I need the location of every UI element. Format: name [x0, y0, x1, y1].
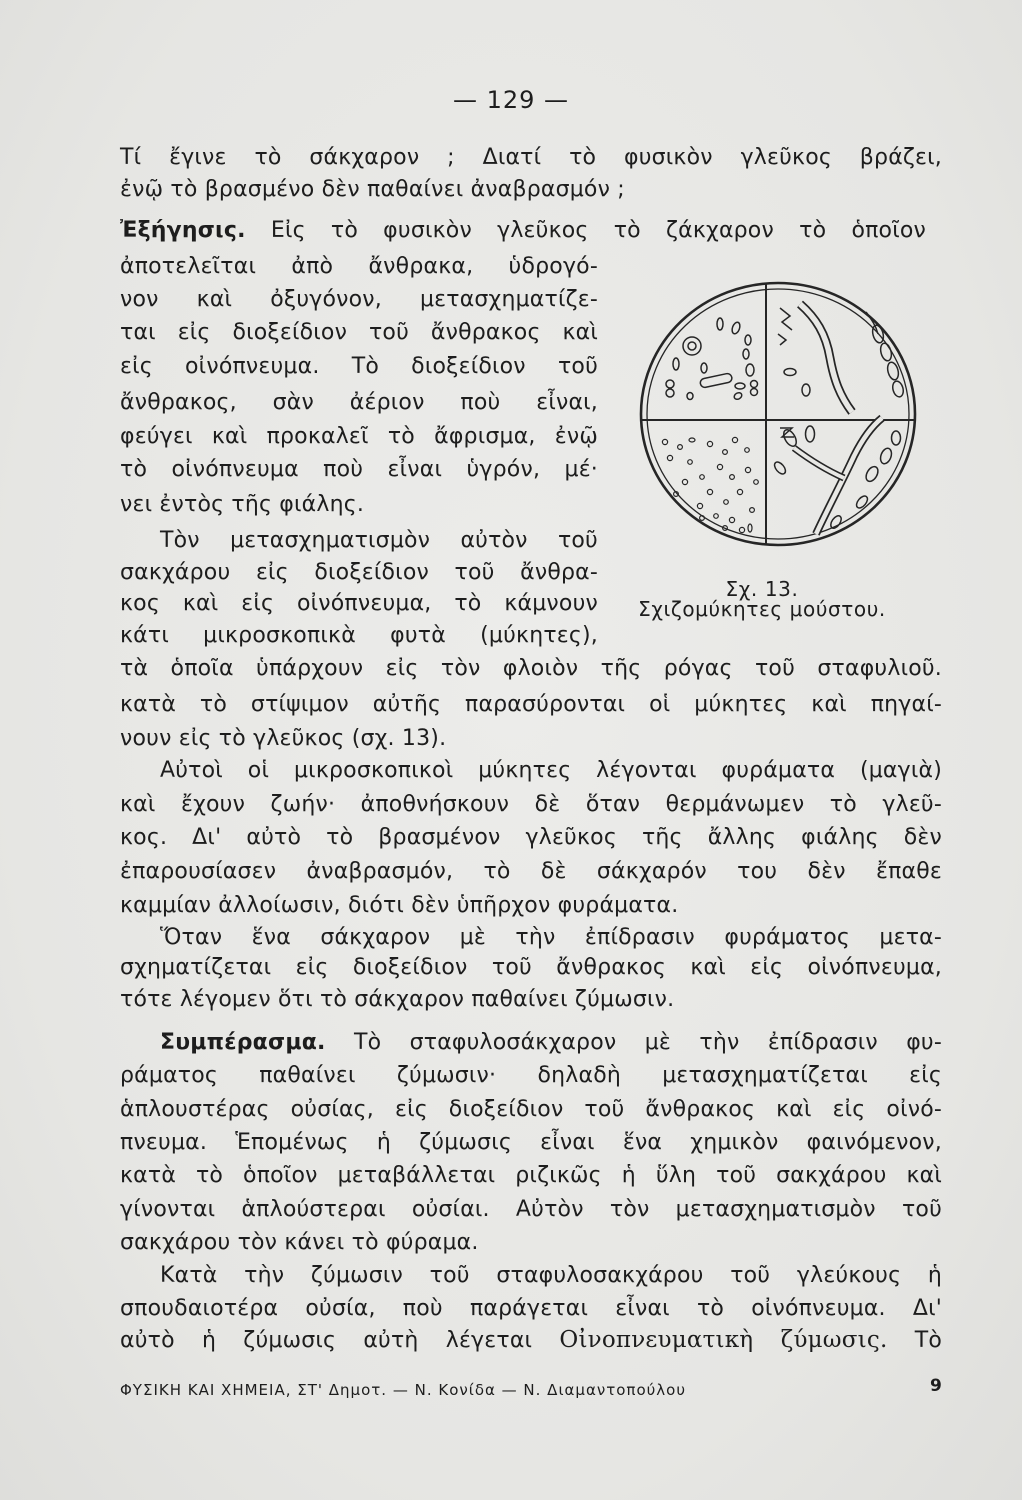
fermentation-line-3 [120, 1327, 942, 1353]
conclusion-line-6: γίνονται ἁπλούστεραι οὐσίαι. Αὐτὸν τὸν μετασχηματισμὸν τοῦ [120, 1197, 942, 1222]
fermentation-line-1: Κατὰ τὴν ζύμωσιν τοῦ σταφυλοσακχάρου τοῦ γλεύκους ἡ [160, 1263, 942, 1288]
explanation-line-1 [120, 218, 926, 244]
book-footer: ΦΥΣΙΚΗ ΚΑΙ ΧΗΜΕΙΑ, ΣΤ' Δημοτ. — Ν. Κονίδα — Ν. Διαμαντοπούλου [120, 1381, 687, 1399]
definition-line-1: Ὅταν ἕνα σάκχαρον μὲ τὴν ἐπίδρασιν φυράματος μετα- [160, 925, 942, 950]
figure-13-illustration [630, 272, 930, 562]
conclusion-line-7: σακχάρου τὸν κάνει τὸ φύραμα. [120, 1230, 479, 1255]
transformation-line-2: σακχάρου εἰς διοξείδιον τοῦ ἄνθρα- [120, 560, 598, 585]
conclusion-line-5: κατὰ τὸ ὁποῖον μεταβάλλεται ριζικῶς ἡ ὕλη τοῦ σακχάρου καὶ [120, 1163, 942, 1188]
conclusion-line-4: πνευμα. Ἑπομένως ἡ ζύμωσις εἶναι ἕνα χημικὸν φαινόμενον, [120, 1130, 942, 1155]
question-line-1: Τί ἔγινε τὸ σάκχαρον ; Διατί τὸ φυσικὸν γλεῦκος βράζει, [120, 145, 942, 170]
quadrant-top-right-yeast-chains [778, 304, 905, 412]
conclusion-heading: Συμπέρασμα. [160, 1030, 326, 1055]
figure-caption: Σχιζομύκητες μούστου. [638, 597, 886, 621]
explanation-heading: Ἐξήγησις. [120, 218, 246, 243]
explanation-line-4: ται εἰς διοξείδιον τοῦ ἄνθρακος καὶ [120, 320, 598, 345]
question-line-2: ἐνῷ τὸ βρασμένο δὲν παθαίνει ἀναβρασμόν ; [120, 177, 625, 202]
conclusion-line-1 [160, 1030, 942, 1056]
yeasts-line-2: καὶ ἔχουν ζωήν· ἀποθνήσκουν δὲ ὅταν θερμάνωμεν τὸ γλεῦ- [120, 792, 942, 817]
transformation-line-1: Τὸν μετασχηματισμὸν αὐτὸν τοῦ [160, 528, 598, 553]
explanation-line-2: ἀποτελεῖται ἀπὸ ἄνθρακα, ὑδρογό- [120, 254, 598, 279]
alcoholic-fermentation-term: Οἰνοπνευματικὴ ζύμωσις. [559, 1327, 888, 1353]
fermentation-text: αὐτὸ ἡ ζύμωσις αὐτὴ λέγεται [120, 1328, 533, 1353]
definition-line-2: σχηματίζεται εἰς διοξείδιον τοῦ ἄνθρακος καὶ εἰς οἰνόπνευμα, [120, 955, 942, 980]
fermentation-line-2: σπουδαιοτέρα οὐσία, ποὺ παράγεται εἶναι τὸ οἰνόπνευμα. Δι' [120, 1296, 942, 1321]
figure-label: Σχ. 13. [725, 577, 799, 601]
yeasts-line-1: Αὐτοὶ οἱ μικροσκοπικοὶ μύκητες λέγονται φυράματα (μαγιὰ) [160, 758, 942, 783]
yeasts-line-5: καμμίαν ἀλλοίωσιν, διότι δὲν ὑπῆρχον φυράματα. [120, 893, 679, 918]
quadrant-bottom-left-cells [662, 437, 758, 532]
fermentation-continuation: Τὸ [914, 1328, 942, 1353]
transformation-line-4: κάτι μικροσκοπικὰ φυτὰ (μύκητες), [120, 623, 598, 648]
transformation-line-3: κος καὶ εἰς οἰνόπνευμα, τὸ κάμνουν [120, 591, 598, 616]
conclusion-line-2: ράματος παθαίνει ζύμωσιν· δηλαδὴ μετασχηματίζεται εἰς [120, 1063, 942, 1088]
explanation-line-7: φεύγει καὶ προκαλεῖ τὸ ἄφρισμα, ἐνῷ [120, 424, 598, 449]
dish-inner-ring [647, 289, 909, 539]
explanation-line-3: νον καὶ ὀξυγόνον, μετασχηματίζε- [120, 287, 598, 312]
explanation-text: Εἰς τὸ φυσικὸν γλεῦκος τὸ ζάκχαρον τὸ ὁποῖον [270, 218, 927, 243]
yeasts-line-4: ἐπαρουσίασεν ἀναβρασμόν, τὸ δὲ σάκχαρόν του δὲν ἔπαθε [120, 859, 942, 884]
explanation-line-9: νει ἐντὸς τῆς φιάλης. [120, 492, 365, 517]
definition-line-3: τότε λέγομεν ὅτι τὸ σάκχαρον παθαίνει ζύμωσιν. [120, 987, 675, 1012]
transformation-line-7: νουν εἰς τὸ γλεῦκος (σχ. 13). [120, 726, 447, 751]
transformation-line-5: τὰ ὁποῖα ὑπάρχουν εἰς τὸν φλοιὸν τῆς ρόγας τοῦ σταφυλιοῦ. [120, 656, 942, 681]
explanation-line-6: ἄνθρακος, σὰν ἀέριον ποὺ εἶναι, [120, 390, 598, 415]
transformation-line-6: κατὰ τὸ στίψιμον αὐτῆς παρασύρονται οἱ μύκητες καὶ πηγαί- [120, 692, 942, 717]
conclusion-text: Τὸ σταφυλοσάκχαρον μὲ τὴν ἐπίδρασιν φυ- [353, 1030, 942, 1055]
yeasts-line-3: κος. Δι' αὐτὸ τὸ βρασμένον γλεῦκος τῆς ἄλλης φιάλης δὲν [120, 825, 942, 850]
dish-outer-ring [641, 283, 915, 545]
quadrant-bottom-right-budding-yeast [772, 418, 900, 534]
explanation-line-8: τὸ οἰνόπνευμα ποὺ εἶναι ὑγρόν, μέ· [120, 457, 598, 482]
page-number: — 129 — [452, 86, 570, 114]
conclusion-line-3: ἁπλουστέρας οὐσίας, εἰς διοξείδιον τοῦ ἄνθρακος καὶ εἰς οἰνό- [120, 1097, 942, 1122]
sheet-number: 9 [930, 1376, 942, 1396]
explanation-line-5: εἰς οἰνόπνευμα. Τὸ διοξείδιον τοῦ [120, 354, 598, 379]
